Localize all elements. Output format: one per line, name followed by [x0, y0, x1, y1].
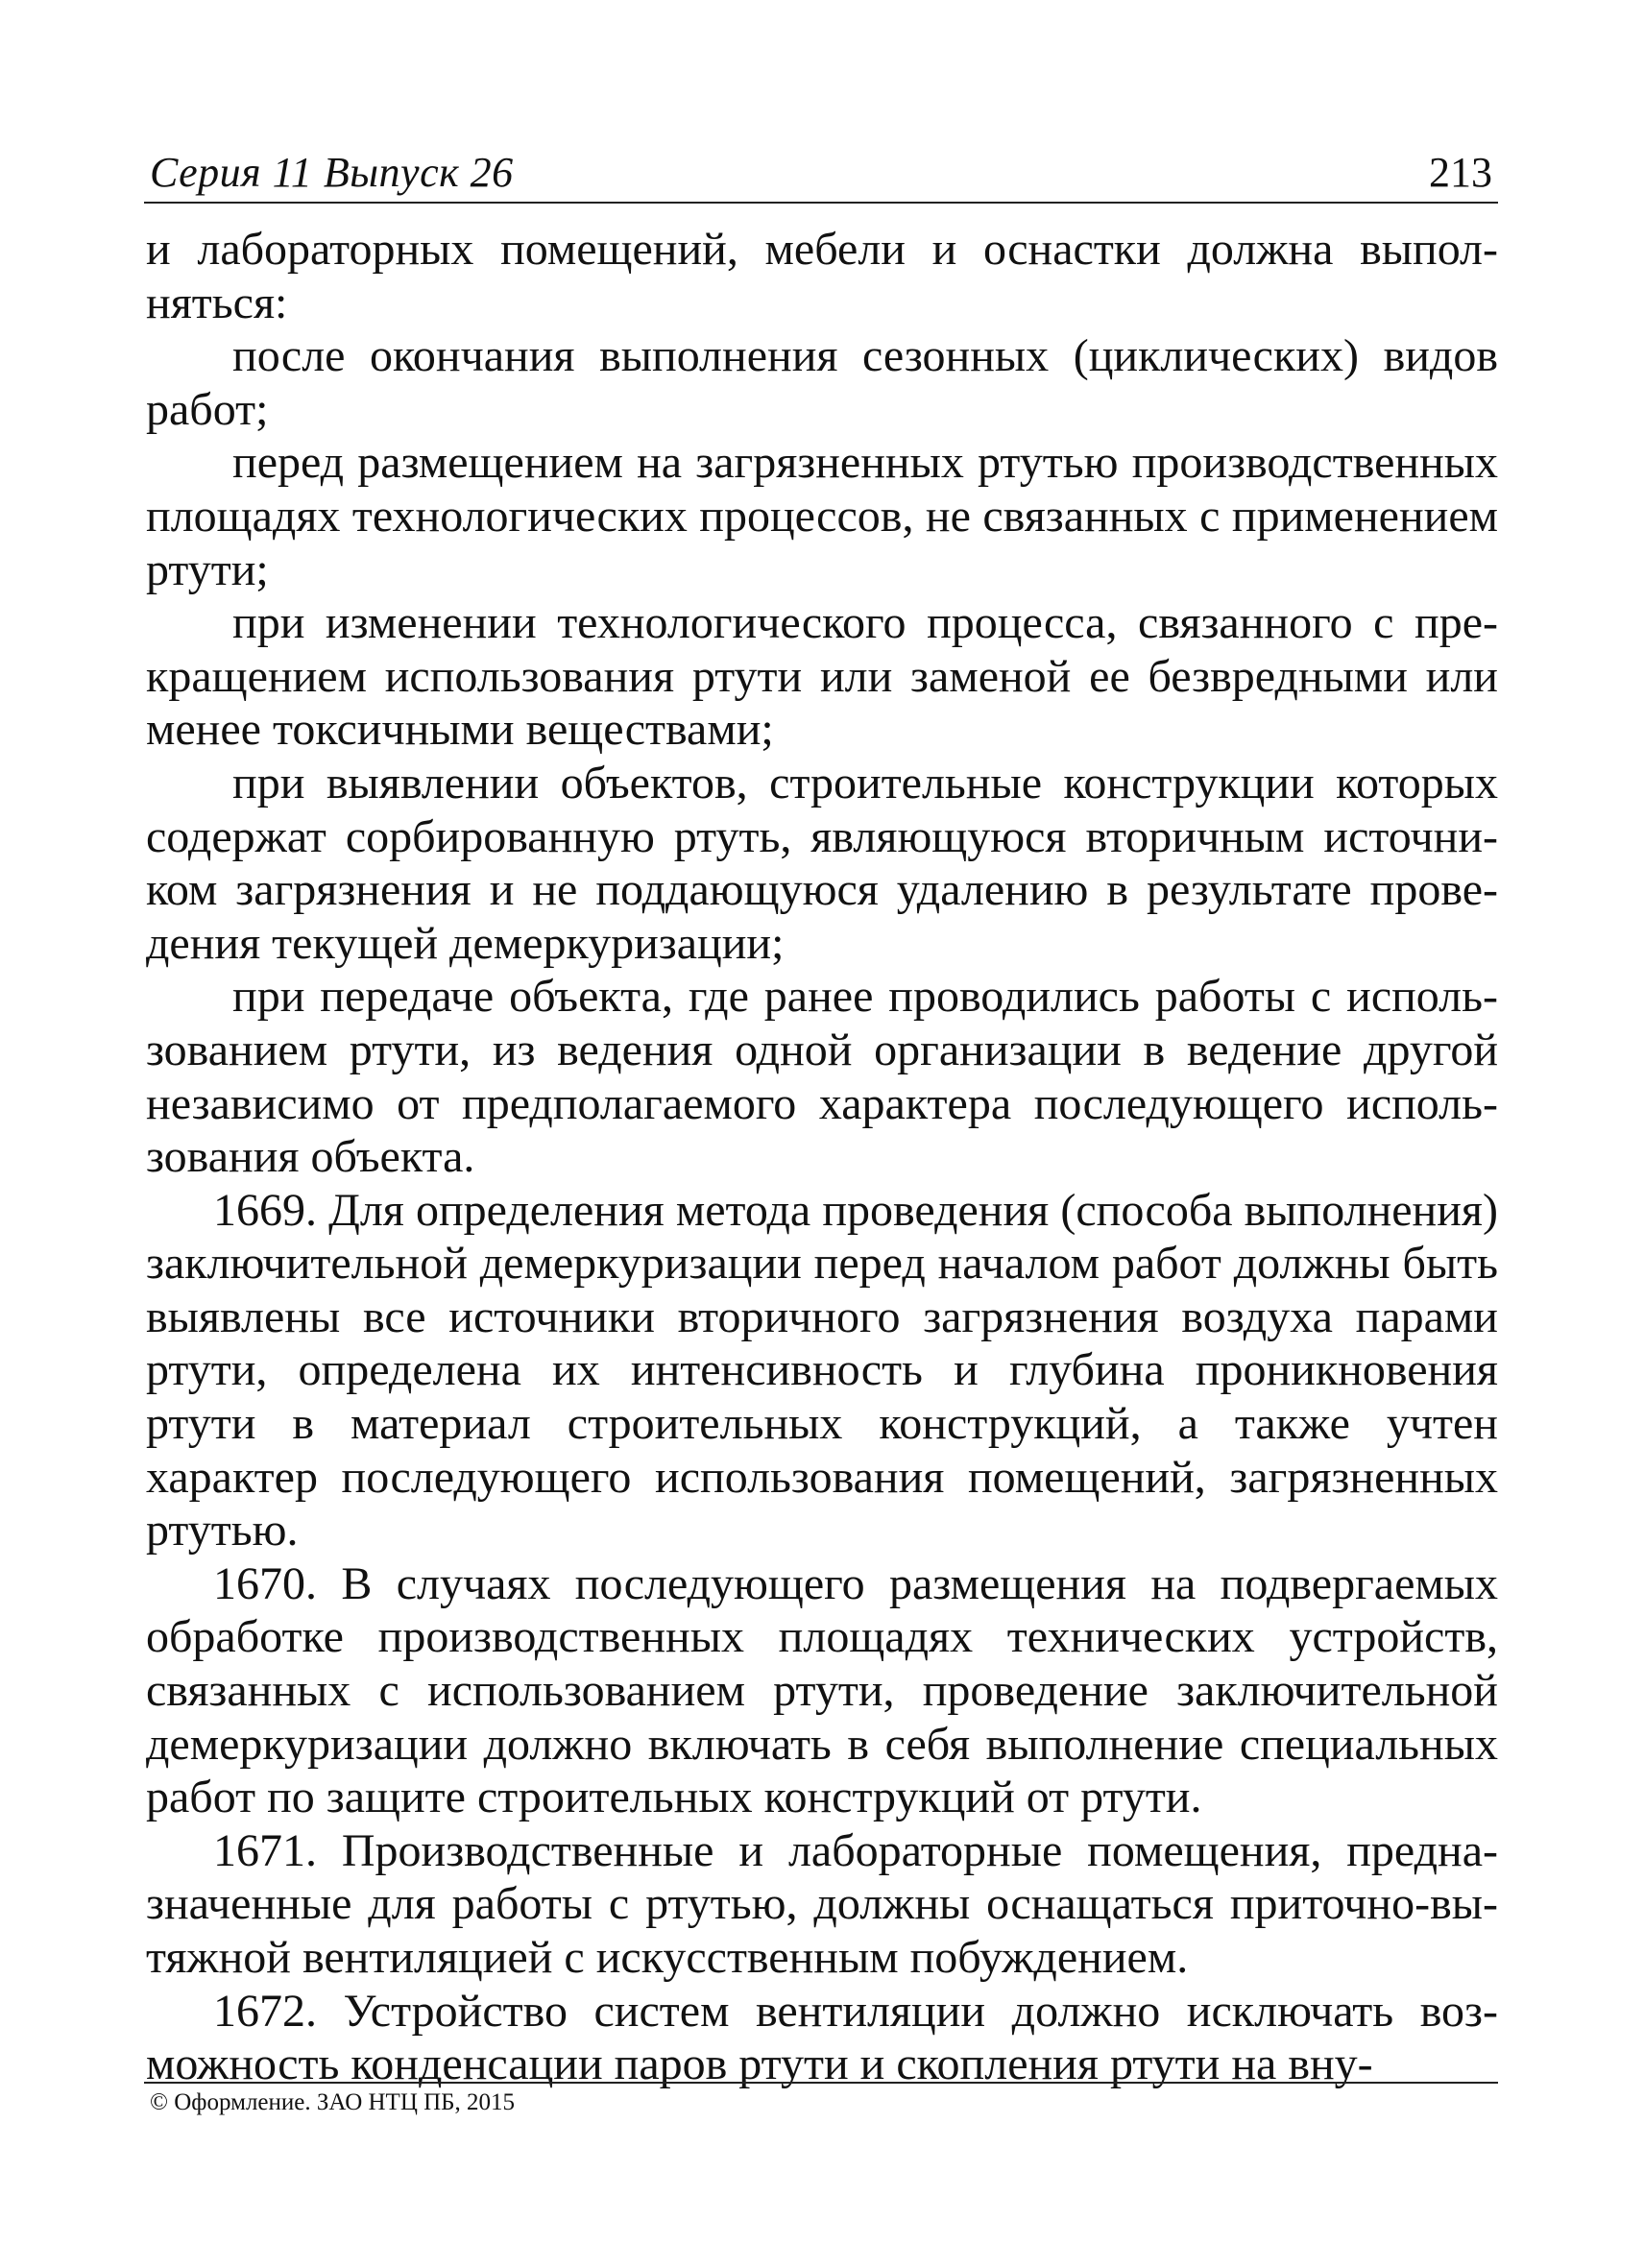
- list-item: при передаче объекта, где ранее проводились работы с использованием ртути, из ведения одной организации в ведение другой независимо от предполагаемого характера последующего использования объекта.: [146, 971, 1498, 1183]
- list-item: при изменении технологического процесса, связанного с прекращением использования ртути или заменой ее безвредными или менее токсичными веществами;: [146, 597, 1498, 756]
- list-item: после окончания выполнения сезонных (циклических) видов работ;: [146, 330, 1498, 435]
- series-title: Серия 11 Выпуск 26: [150, 149, 514, 196]
- clause-1671: 1671. Производственные и лабораторные помещения, предназначенные для работы с ртутью, должны оснащаться приточно-вытяжной вентиляцией с искусственным побуждением.: [146, 1824, 1498, 1983]
- body-text: [146, 223, 1498, 2091]
- list-item: при выявлении объектов, строительные конструкции которых содержат сорбированную ртуть, являющуюся вторичным источником загрязнения и не поддающуюся удалению в результате проведения текущей демеркуризации;: [146, 757, 1498, 969]
- copyright-notice: © Оформление. ЗАО НТЦ ПБ, 2015: [150, 2089, 516, 2115]
- clause-1669: 1669. Для определения метода проведения (способа выполнения) заключительной демеркуризации перед началом работ должны быть выявлены все источники вторичного загрязнения воздуха парами ртути, определена их интенсивность и глубина проникновения ртути в материал строительных конструкций, а также учтен характер последующего использования помещений, загрязненных ртутью.: [146, 1184, 1498, 1556]
- page-footer: [144, 2082, 1498, 2116]
- clause-1670: 1670. В случаях последующего размещения на подвергаемых обработке производственных площадях технических устройств, связанных с использованием ртути, проведение заключительной демеркуризации должно включать в себя выполнение специальных работ по защите строительных конструкций от ртути.: [146, 1557, 1498, 1823]
- paragraph-continuation: и лабораторных помещений, мебели и оснастки должна выполняться:: [146, 224, 1498, 328]
- clause-1672: 1672. Устройство систем вентиляции должно исключать возможность конденсации паров ртути и скопления ртути на вну-: [146, 1985, 1498, 2090]
- page-header: [144, 144, 1498, 204]
- list-item: перед размещением на загрязненных ртутью производственных площадях технологических процессов, не связанных с применением ртути;: [146, 437, 1498, 595]
- page-number: 213: [1429, 149, 1492, 196]
